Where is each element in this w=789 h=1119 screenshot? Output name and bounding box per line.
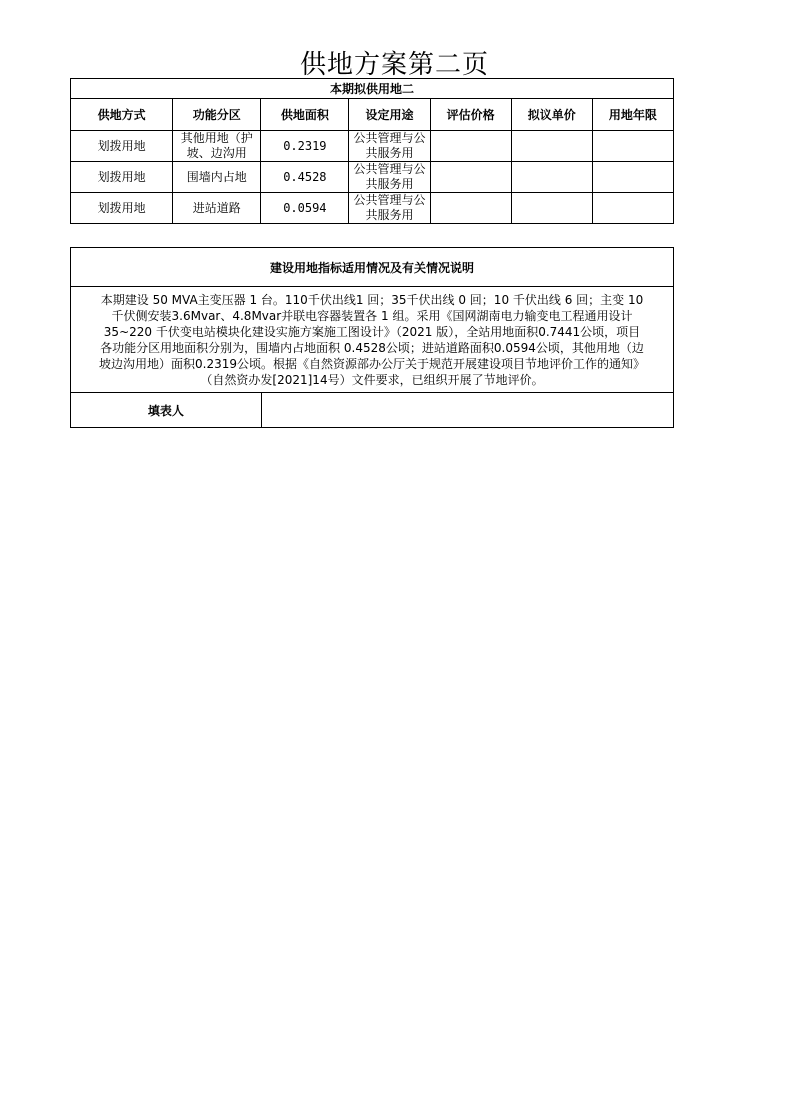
table-row — [71, 193, 674, 224]
supply-area-cell: 0.0594 — [261, 193, 349, 224]
notes-description — [71, 287, 674, 393]
filler-value — [261, 393, 673, 428]
column-header: 设定用途 — [349, 99, 430, 131]
land-notes-table — [70, 247, 674, 428]
table-row — [71, 131, 674, 162]
land-use-years-cell — [592, 131, 673, 162]
proposed-unit-price-cell — [511, 131, 592, 162]
column-header: 拟议单价 — [511, 99, 592, 131]
land-use-years-cell — [592, 162, 673, 193]
designated-use-cell: 公共管理与公共服务用 — [353, 162, 426, 191]
supply-method-cell: 划拨用地 — [71, 131, 173, 162]
supply-method-cell: 划拨用地 — [71, 193, 173, 224]
supply-area-cell: 0.4528 — [261, 162, 349, 193]
function-zone-cell: 进站道路 — [173, 193, 261, 224]
designated-use-cell: 公共管理与公共服务用 — [353, 193, 426, 222]
appraised-price-cell — [430, 162, 511, 193]
appraised-price-cell — [430, 131, 511, 162]
description-line: （自然资办发[2021]14号）文件要求，已组织开展了节地评价。 — [200, 372, 544, 387]
table-row — [71, 162, 674, 193]
column-header: 供地面积 — [261, 99, 349, 131]
page-title: 供地方案第二页 — [299, 50, 489, 80]
proposed-unit-price-cell — [511, 193, 592, 224]
notes-header: 建设用地指标适用情况及有关情况说明 — [71, 248, 674, 287]
designated-use-cell: 公共管理与公共服务用 — [353, 131, 426, 160]
table-caption: 本期拟供用地二 — [71, 79, 674, 99]
column-header: 供地方式 — [71, 99, 173, 131]
proposed-unit-price-cell — [511, 162, 592, 193]
description-line: 35~220 千伏变电站模块化建设实施方案施工图设计》（2021 版），全站用地面积0.7441公顷，项目 — [103, 324, 641, 339]
table-header-row — [71, 99, 674, 131]
description-line: 各功能分区用地面积分别为，围墙内占地面积 0.4528公顷；进站道路面积0.0594公顷，其他用地（边 — [100, 340, 644, 355]
filler-label: 填表人 — [71, 393, 262, 428]
land-use-years-cell — [592, 193, 673, 224]
supply-method-cell: 划拨用地 — [71, 162, 173, 193]
column-header: 功能分区 — [173, 99, 261, 131]
description-line: 千伏侧安装3.6Mvar、4.8Mvar并联电容器装置各 1 组。采用《国网湖南电力输变电工程通用设计 — [111, 308, 633, 323]
column-header: 用地年限 — [592, 99, 673, 131]
function-zone-cell: 其他用地（护坡、边沟用 — [180, 131, 253, 160]
description-line: 本期建设 50 MVA主变压器 1 台。110千伏出线1 回；35千伏出线 0 回；10 千伏出线 6 回；主变 10 — [100, 292, 644, 307]
column-header: 评估价格 — [430, 99, 511, 131]
description-line: 坡边沟用地）面积0.2319公顷。根据《自然资源部办公厅关于规范开展建设项目节地评价工作的通知》 — [99, 356, 645, 371]
land-supply-table — [70, 78, 674, 224]
supply-area-cell: 0.2319 — [261, 131, 349, 162]
appraised-price-cell — [430, 193, 511, 224]
function-zone-cell: 围墙内占地 — [173, 162, 261, 193]
